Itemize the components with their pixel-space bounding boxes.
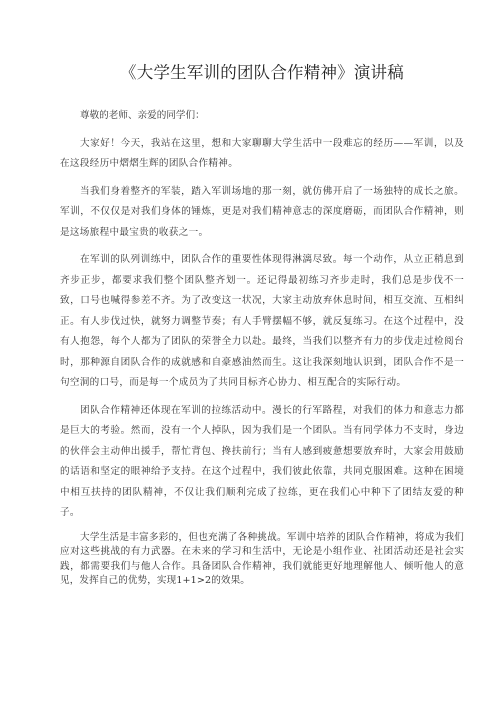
paragraph-4: 团队合作精神还体现在军训的拉练活动中。漫长的行军路程，对我们的体力和意志力都是巨大的考验。然而，没有一个人掉队，因为我们是一个团队。当有同学体力不支时，身边的伙伴会主动伸出援手，帮忙背包、搀扶前行；当有人感到疲惫想要放弃时，大家会用鼓励的话语和坚定的眼神给予支持。在这个过程中，我们彼此依靠，共同克服困难。这种在困境中相互扶持的团队精神，不仅让我们顺利完成了拉练，更在我们心中种下了团结友爱的种子。	[60, 404, 464, 518]
paragraph-1: 大家好！今天，我站在这里，想和大家聊聊大学生活中一段难忘的经历——军训，以及在这段经历中熠熠生辉的团队合作精神。	[60, 137, 464, 169]
paragraph-3: 在军训的队列训练中，团队合作的重要性体现得淋漓尽致。每一个动作，从立正稍息到齐步正步，都要求我们整个团队整齐划一。还记得最初练习齐步走时，我们总是步伐不一致，口号也喊得参差不齐。为了改变这一状况，大家主动放弃休息时间，相互交流、互相纠正。有人步伐过快，就努力调整节奏；有人手臂摆幅不够，就反复练习。在这个过程中，没有人抱怨，每个人都为了团队的荣誉全力以赴。最终，当我们以整齐有力的步伐走过检阅台时，那种源自团队合作的成就感和自豪感油然而生。这让我深刻地认识到，团队合作不是一句空洞的口号，而是每一个成员为了共同目标齐心协力、相互配合的实际行动。	[60, 254, 464, 388]
greeting: 尊敬的老师、亲爱的同学们：	[80, 110, 205, 121]
document-title: 《大学生军训的团队合作精神》演讲稿	[120, 63, 404, 82]
paragraph-2: 当我们身着整齐的军装，踏入军训场地的那一刻，就仿佛开启了一场独特的成长之旅。军训，不仅仅是对我们身体的锤炼，更是对我们精神意志的深度磨砺，而团队合作精神，则是这场旅程中最宝贵的收获之一。	[60, 185, 464, 238]
paragraph-5: 大学生活是丰富多彩的，但也充满了各种挑战。军训中培养的团队合作精神，将成为我们应对这些挑战的有力武器。在未来的学习和生活中，无论是小组作业、社团活动还是社会实践，都需要我们与他人合作。具备团队合作精神，我们就能更好地理解他人、倾听他人的意见，发挥自己的优势，实现1+1>2的效果。	[60, 531, 464, 586]
